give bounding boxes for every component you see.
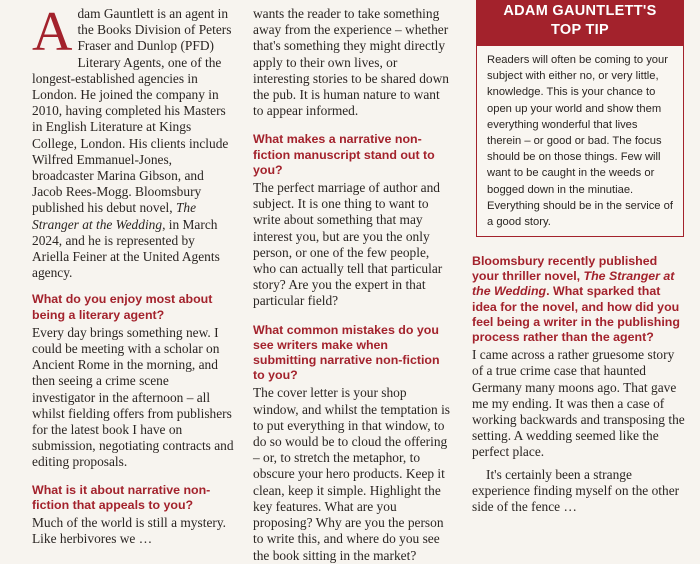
intro-text: dam Gauntlett is an agent in the Books Division of Peters Fraser and Dunlop (PFD) Literary Agents, one of the longest-established agencies in London. He joined the company in 2010, having completed his Masters in English Literature at Kings College, London. His clients include Wilfred Emmanuel-Jones, broadcaster Marina Gibson, and Jacob Rees-Mogg. Bloomsbury published his debut novel, xyxy=(32,6,232,216)
top-tip-text: Readers will often be coming to your subject with either no, or very little, knowledge. This is your chance to open up your world and show them everything wonderful that lives therein – or good or bad. The focus should be on those things. Few will want to be caught in the weeds or bogged down in the minutiae. Everything should be in the service of a good story. xyxy=(487,54,673,229)
top-tip-header-line2: TOP TIP xyxy=(551,22,609,38)
top-tip-header-line1: ADAM GAUNTLETT'S xyxy=(503,3,657,19)
column-3-lower xyxy=(472,254,686,515)
answer-experience: It's certainly been a strange experience finding myself on the other side of the fence … xyxy=(472,466,680,515)
drop-cap: A xyxy=(32,1,73,63)
intro-text-end: , in March 2024, and he is represented by Ariella Feiner at the United Agents agency. xyxy=(32,216,220,281)
answer-stand-out: The perfect marriage of author and subject. It is one thing to want to write about something that may interest you, but are you the only person, or one of the few people, who can actually tell that particular story? Are you the expert in that particular field? xyxy=(253,180,443,309)
book-title: The Stranger at the Wedding xyxy=(32,200,197,232)
question-mistakes: What common mistakes do you see writers make when submitting narrative non-fiction to you? xyxy=(253,322,440,383)
column-2 xyxy=(253,0,453,563)
question-novel xyxy=(472,254,686,345)
question-stand-out: What makes a narrative non-fiction manuscript stand out to you? xyxy=(253,132,435,177)
question-enjoy: What do you enjoy most about being a literary agent? xyxy=(32,292,213,322)
top-tip-box xyxy=(476,0,684,237)
question-novel-title: The Stranger at the Wedding xyxy=(472,269,675,299)
answer-enjoy: Every day brings something new. I could be meeting with a scholar on Ancient Rome in the morning, and then seeing a crime scene investigator in the afternoon – all whilst fielding offers from publishers for the latest book I have on submission, negotiating contracts and editing proposals. xyxy=(32,324,234,470)
answer-mistakes: The cover letter is your shop window, and whilst the temptation is to put everything in that window, to do so would be to cloud the offering – or, to stretch the metaphor, to obscure your hero products. Keep it clean, keep it simple. Highlight the key features. What are you proposing? Why are you the person to write this, and where do you see the book sitting in the market? xyxy=(253,385,450,563)
top-tip-header xyxy=(477,0,683,46)
intro-paragraph xyxy=(32,1,234,281)
column-1 xyxy=(32,0,234,547)
answer-appeal: Much of the world is still a mystery. Like herbivores we … xyxy=(32,515,227,547)
answer-novel: I came across a rather gruesome story of a true crime case that haunted Germany many moons ago. That gave me my ending. It was then a case of working backwards and transposing the setting. A wedding seemed like the perfect place. xyxy=(472,347,685,460)
question-appeal: What is it about narrative non-fiction that appeals to you? xyxy=(32,482,211,512)
question-novel-start: Bloomsbury recently published your thriller novel, xyxy=(472,254,658,284)
answer-appeal-continued: wants the reader to take something away from the experience – whether that's something they might directly apply to their own lives, or interesting stories to be shared down the pub. It is human nature to want to appear informed. xyxy=(253,6,449,119)
question-novel-end: . What sparked that idea for the novel, and how did you feel being a writer in the publishing process rather than the agent? xyxy=(472,284,680,345)
